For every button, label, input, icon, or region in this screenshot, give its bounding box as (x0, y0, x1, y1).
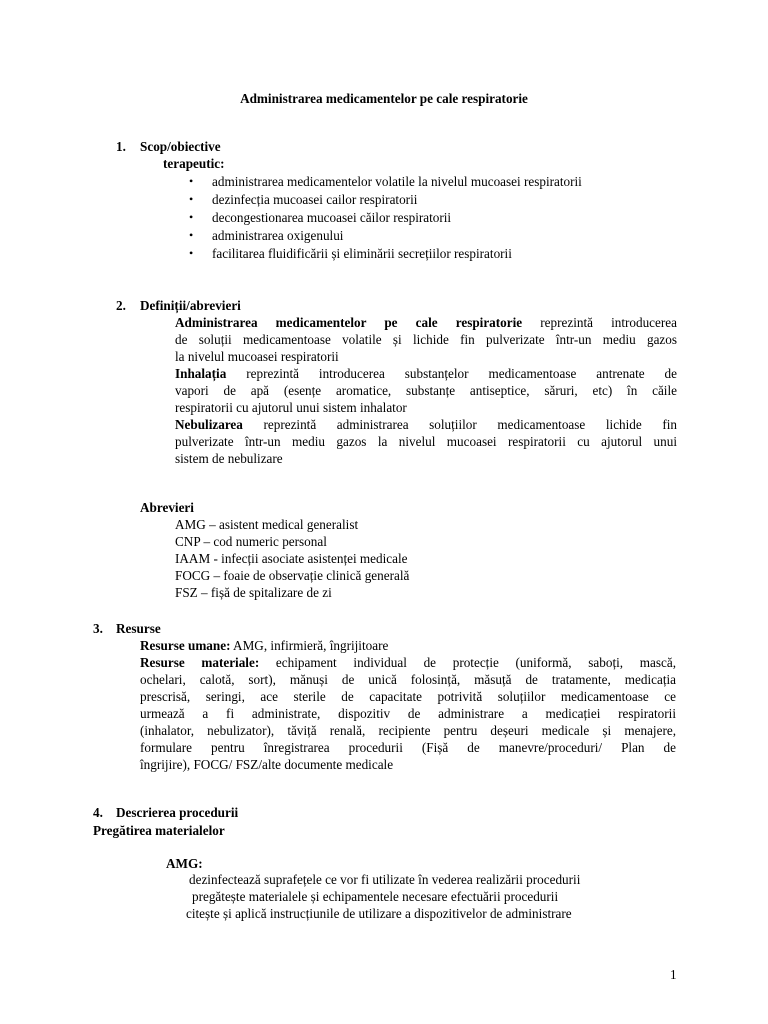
document-title: Administrarea medicamentelor pe cale respiratorie (240, 91, 528, 106)
procedure-step: dezinfectează suprafețele ce vor fi utilizate în vederea realizării procedurii (189, 872, 581, 887)
section-4-number: 4. (93, 805, 103, 820)
material-resources-label: Resurse materiale: (140, 655, 260, 670)
section-4-subheading: Pregătirea materialelor (93, 823, 225, 838)
abbreviations-heading: Abrevieri (140, 500, 194, 515)
definition-text: sistem de nebulizare (175, 451, 283, 466)
definition-term: Inhalația (175, 366, 227, 381)
bullet-icon: • (189, 210, 194, 224)
abbreviation-item: IAAM - infecții asociate asistenței medicale (175, 551, 408, 566)
definition-text: respiratorii cu ajutorul unui sistem inhalator (175, 400, 407, 415)
material-resources (140, 654, 676, 773)
abbreviation-item: AMG – asistent medical generalist (175, 517, 359, 532)
abbreviation-item: CNP – cod numeric personal (175, 534, 327, 549)
material-resources-text: (inhalator, nebulizator), tăviță renală, recipiente pentru deșeuri medicale și menajere, (140, 723, 676, 738)
objective-item: facilitarea fluidificării și eliminării secrețiilor respiratorii (212, 246, 512, 261)
procedure-step: citește și aplică instrucțiunile de utilizare a dispozitivelor de administrare (186, 906, 572, 921)
definition-text: pulverizate într-un mediu gazos la nivelul mucoasei respiratorii cu ajutorul unui (175, 434, 677, 449)
section-1-number: 1. (116, 139, 126, 154)
bullet-icon: • (189, 228, 194, 242)
definition-text: de soluții medicamentoase volatile și lichide fin pulverizate într-un mediu gazos (175, 332, 677, 347)
section-2-number: 2. (116, 298, 126, 313)
definition-term: Administrarea medicamentelor pe cale respiratorie (175, 315, 523, 330)
human-resources-text: AMG, infirmieră, îngrijitoare (230, 638, 389, 653)
section-3-number: 3. (93, 621, 103, 636)
page-number: 1 (670, 967, 677, 982)
objective-item: decongestionarea mucoasei căilor respiratorii (212, 210, 452, 225)
material-resources-text: îngrijire), FOCG/ FSZ/alte documente medicale (140, 757, 394, 772)
definition-text: reprezintă administrarea soluțiilor medicamentoase lichide fin (242, 417, 677, 432)
abbreviation-item: FOCG – foaie de observație clinică generală (175, 568, 410, 583)
definition-term: Nebulizarea (175, 417, 243, 432)
material-resources-text: prescrisă, seringi, ace sterile de capacitate potrivită soluțiilor medicamentoase ce (140, 689, 676, 704)
bullet-icon: • (189, 174, 194, 188)
section-2-heading: Definiții/abrevieri (140, 298, 241, 313)
amg-label: AMG: (166, 856, 203, 871)
human-resources (140, 637, 388, 654)
definition-text: reprezintă introducerea substanțelor medicamentoase antrenate de (226, 366, 677, 381)
abbreviation-item: FSZ – fișă de spitalizare de zi (175, 585, 332, 600)
material-resources-text: ochelari, calotă, sort), mănuși de unică folosință, măsuță de tratamente, medicația (140, 672, 676, 687)
objective-item: administrarea oxigenului (212, 228, 344, 243)
bullet-icon: • (189, 246, 194, 260)
objective-item: dezinfecția mucoasei cailor respiratorii (212, 192, 418, 207)
material-resources-text: echipament individual de protecție (uniformă, saboți, mască, (259, 655, 677, 670)
definition-text: la nivelul mucoasei respiratorii (175, 349, 339, 364)
objective-item: administrarea medicamentelor volatile la nivelul mucoasei respiratorii (212, 174, 582, 189)
section-1-heading: Scop/obiective (140, 139, 221, 154)
section-3-heading: Resurse (116, 621, 161, 636)
definition-text: reprezintă introducerea (522, 315, 677, 330)
definition-text: vapori de apă (esențe aromatice, substanțe antiseptice, săruri, etc) în căile (175, 383, 677, 398)
section-1-subheading: terapeutic: (163, 156, 225, 171)
bullet-icon: • (189, 192, 194, 206)
material-resources-text: urmează a fi administrate, dispozitiv de administrare a medicației respiratorii (140, 706, 676, 721)
procedure-step: pregătește materialele și echipamentele necesare efectuării procedurii (192, 889, 559, 904)
human-resources-label: Resurse umane: (140, 638, 231, 653)
definition-administrare (175, 314, 677, 467)
section-4-heading: Descrierea procedurii (116, 805, 239, 820)
material-resources-text: formulare pentru înregistrarea procedurii (Fișă de manevre/proceduri/ Plan de (140, 740, 676, 755)
